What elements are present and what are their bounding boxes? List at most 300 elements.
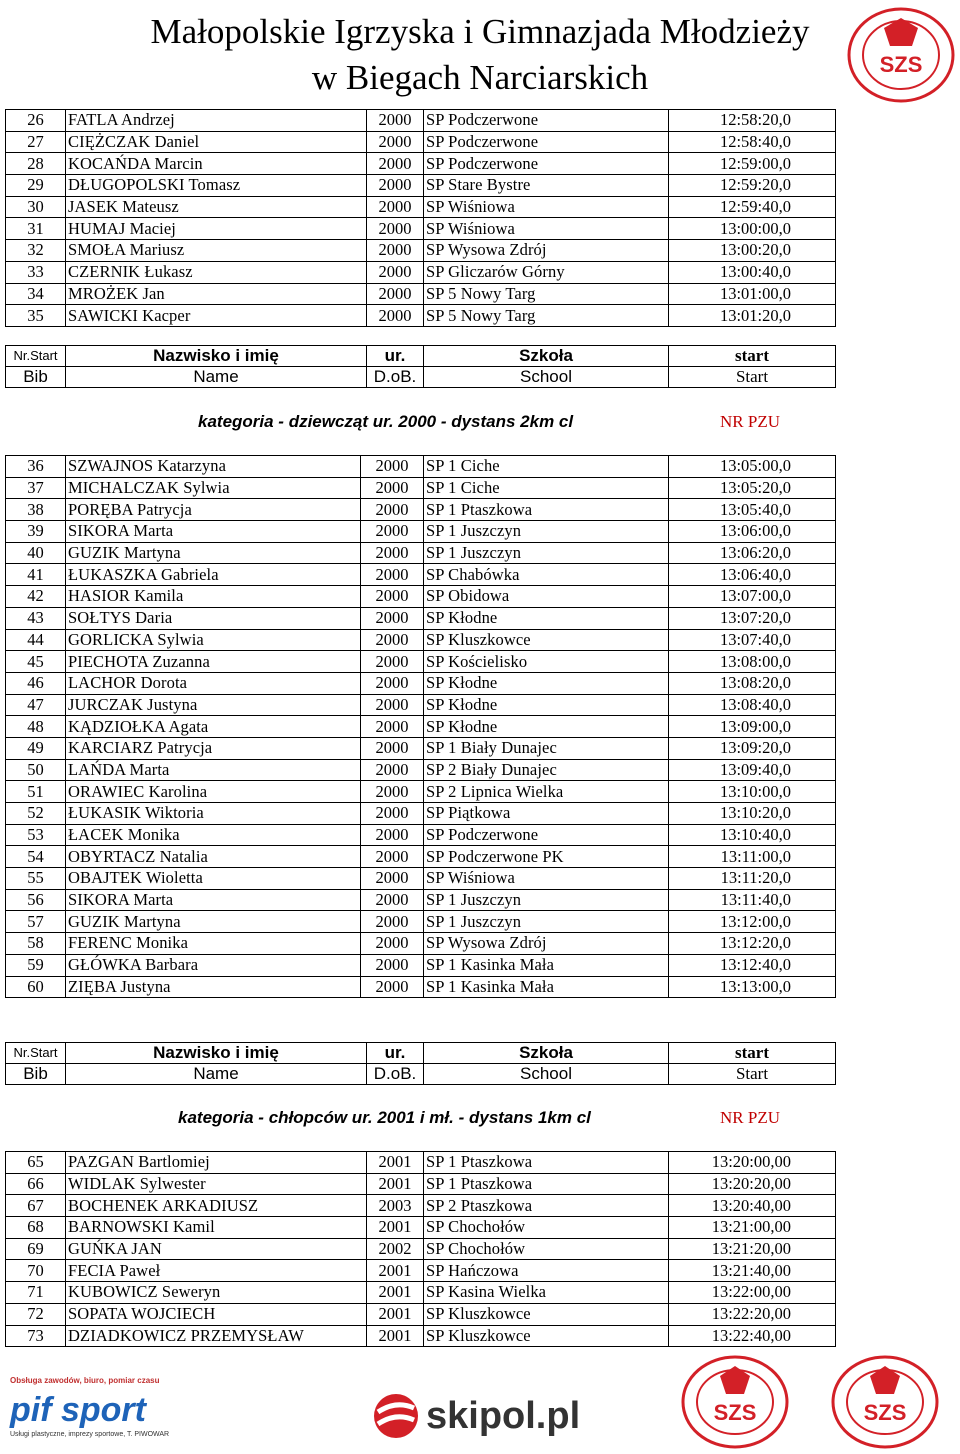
bib-cell: 45 xyxy=(6,651,66,673)
table-row xyxy=(6,868,836,890)
start-time-cell: 13:21:20,00 xyxy=(669,1238,836,1260)
szs-logo-top xyxy=(846,6,956,104)
table-row xyxy=(6,1152,836,1174)
start-time-cell: 13:06:00,0 xyxy=(669,521,836,543)
pif-sport-logo xyxy=(10,1376,220,1448)
col-name-en: Name xyxy=(66,367,367,388)
bib-cell: 54 xyxy=(6,846,66,868)
year-cell: 2000 xyxy=(361,499,424,521)
name-cell: ŁUKASIK Wiktoria xyxy=(66,803,361,825)
table-row xyxy=(6,607,836,629)
name-cell: MROŻEK Jan xyxy=(66,283,367,305)
pif-tagline-top: Obsługa zawodów, biuro, pomiar czasu xyxy=(10,1376,160,1385)
year-cell: 2000 xyxy=(361,629,424,651)
year-cell: 2000 xyxy=(367,283,424,305)
table-row xyxy=(6,564,836,586)
start-time-cell: 13:07:00,0 xyxy=(669,586,836,608)
col-start-en: Start xyxy=(669,1064,836,1085)
bib-cell: 43 xyxy=(6,607,66,629)
name-cell: HASIOR Kamila xyxy=(66,586,361,608)
year-cell: 2000 xyxy=(361,651,424,673)
table-row xyxy=(6,1260,836,1282)
table-row xyxy=(6,716,836,738)
name-cell: JURCZAK Justyna xyxy=(66,694,361,716)
table-row xyxy=(6,694,836,716)
name-cell: PORĘBA Patrycja xyxy=(66,499,361,521)
table-row xyxy=(6,889,836,911)
school-cell: SP Kluszkowce xyxy=(424,1303,669,1325)
col-year-pl: ur. xyxy=(367,346,424,367)
table-row xyxy=(6,781,836,803)
bib-cell: 41 xyxy=(6,564,66,586)
year-cell: 2000 xyxy=(361,976,424,998)
name-cell: GUZIK Martyna xyxy=(66,542,361,564)
year-cell: 2000 xyxy=(361,477,424,499)
bib-cell: 59 xyxy=(6,954,66,976)
year-cell: 2000 xyxy=(361,911,424,933)
table-row xyxy=(6,499,836,521)
category-boys-2001: kategoria - chłopców ur. 2001 i mł. - dystans 1km cl xyxy=(178,1108,591,1127)
start-time-cell: 13:05:00,0 xyxy=(669,456,836,478)
year-cell: 2000 xyxy=(361,456,424,478)
table-row xyxy=(6,1238,836,1260)
year-cell: 2000 xyxy=(367,153,424,175)
table-row xyxy=(6,737,836,759)
col-start-en: Start xyxy=(669,367,836,388)
nr-pzu-label-2: NR PZU xyxy=(720,1108,780,1127)
start-time-cell: 12:59:40,0 xyxy=(669,196,836,218)
szs-logo-bottom-2 xyxy=(830,1354,940,1450)
name-cell: FATLA Andrzej xyxy=(66,110,367,132)
bib-cell: 70 xyxy=(6,1260,66,1282)
school-cell: SP Kluszkowce xyxy=(424,1325,669,1347)
school-cell: SP Kościelisko xyxy=(424,651,669,673)
name-cell: LAŃDA Marta xyxy=(66,759,361,781)
year-cell: 2000 xyxy=(361,672,424,694)
year-cell: 2001 xyxy=(367,1260,424,1282)
table-row xyxy=(6,521,836,543)
start-time-cell: 13:10:40,0 xyxy=(669,824,836,846)
table-row xyxy=(6,240,836,262)
bib-cell: 48 xyxy=(6,716,66,738)
col-start-pl: start xyxy=(669,1043,836,1064)
bib-cell: 57 xyxy=(6,911,66,933)
start-time-cell: 13:11:40,0 xyxy=(669,889,836,911)
col-year-pl: ur. xyxy=(367,1043,424,1064)
page-title-line2: w Biegach Narciarskich xyxy=(311,58,649,97)
bib-cell: 50 xyxy=(6,759,66,781)
bib-cell: 65 xyxy=(6,1152,66,1174)
start-time-cell: 13:00:40,0 xyxy=(669,261,836,283)
name-cell: JASEK Mateusz xyxy=(66,196,367,218)
school-cell: SP 1 Juszczyn xyxy=(424,542,669,564)
bib-cell: 53 xyxy=(6,824,66,846)
table-row xyxy=(6,218,836,240)
start-time-cell: 13:20:40,00 xyxy=(669,1195,836,1217)
bib-cell: 27 xyxy=(6,131,66,153)
start-time-cell: 13:21:00,00 xyxy=(669,1217,836,1239)
svg-text:SZS: SZS xyxy=(713,1400,757,1425)
school-cell: SP Chochołów xyxy=(424,1217,669,1239)
table-row xyxy=(6,110,836,132)
svg-text:SZS: SZS xyxy=(879,52,923,77)
table-row xyxy=(6,542,836,564)
category-girls-2000: kategoria - dziewcząt ur. 2000 - dystans 2km cl xyxy=(198,412,574,431)
year-cell: 2000 xyxy=(361,542,424,564)
year-cell: 2000 xyxy=(361,716,424,738)
bib-cell: 55 xyxy=(6,868,66,890)
bib-cell: 38 xyxy=(6,499,66,521)
start-time-cell: 13:07:20,0 xyxy=(669,607,836,629)
school-cell: SP Kłodne xyxy=(424,716,669,738)
name-cell: DZIADKOWICZ PRZEMYSŁAW xyxy=(66,1325,367,1347)
bib-cell: 32 xyxy=(6,240,66,262)
start-time-cell: 13:11:20,0 xyxy=(669,868,836,890)
table-row xyxy=(6,175,836,197)
table-row xyxy=(6,651,836,673)
school-cell: SP 2 Biały Dunajec xyxy=(424,759,669,781)
bib-cell: 29 xyxy=(6,175,66,197)
bib-cell: 28 xyxy=(6,153,66,175)
school-cell: SP 1 Juszczyn xyxy=(424,911,669,933)
start-time-cell: 13:07:40,0 xyxy=(669,629,836,651)
year-cell: 2000 xyxy=(361,803,424,825)
school-cell: SP Obidowa xyxy=(424,586,669,608)
school-cell: SP 1 Ciche xyxy=(424,477,669,499)
year-cell: 2000 xyxy=(361,954,424,976)
start-time-cell: 13:08:40,0 xyxy=(669,694,836,716)
bib-cell: 31 xyxy=(6,218,66,240)
name-cell: FERENC Monika xyxy=(66,933,361,955)
bib-cell: 46 xyxy=(6,672,66,694)
col-dob: D.oB. xyxy=(367,1064,424,1085)
name-cell: BOCHENEK ARKADIUSZ xyxy=(66,1195,367,1217)
school-cell: SP Wiśniowa xyxy=(424,218,669,240)
school-cell: SP Podczerwone xyxy=(424,131,669,153)
col-school-pl: Szkoła xyxy=(424,1043,669,1064)
school-cell: SP Wiśniowa xyxy=(424,196,669,218)
school-cell: SP Kłodne xyxy=(424,694,669,716)
year-cell: 2000 xyxy=(361,824,424,846)
year-cell: 2000 xyxy=(367,305,424,327)
table-row xyxy=(6,261,836,283)
school-cell: SP 1 Kasinka Mała xyxy=(424,954,669,976)
bib-cell: 66 xyxy=(6,1173,66,1195)
name-cell: KOCAŃDA Marcin xyxy=(66,153,367,175)
table-row xyxy=(6,1217,836,1239)
name-cell: CZERNIK Łukasz xyxy=(66,261,367,283)
table-row xyxy=(6,846,836,868)
year-cell: 2002 xyxy=(367,1238,424,1260)
school-cell: SP 1 Juszczyn xyxy=(424,521,669,543)
year-cell: 2000 xyxy=(361,868,424,890)
school-cell: SP 1 Kasinka Mała xyxy=(424,976,669,998)
bib-cell: 34 xyxy=(6,283,66,305)
col-name-en: Name xyxy=(66,1064,367,1085)
school-cell: SP Wysowa Zdrój xyxy=(424,240,669,262)
school-cell: SP 2 Lipnica Wielka xyxy=(424,781,669,803)
start-time-cell: 13:06:40,0 xyxy=(669,564,836,586)
nr-pzu-label-1: NR PZU xyxy=(720,412,780,431)
results-table-boys-2001 xyxy=(5,1151,836,1347)
bib-cell: 44 xyxy=(6,629,66,651)
table-row xyxy=(6,629,836,651)
school-cell: SP Gliczarów Górny xyxy=(424,261,669,283)
col-nr-start: Nr.Start xyxy=(6,346,66,367)
school-cell: SP Kasina Wielka xyxy=(424,1282,669,1304)
school-cell: SP 5 Nowy Targ xyxy=(424,283,669,305)
name-cell: SAWICKI Kacper xyxy=(66,305,367,327)
name-cell: FECIA Paweł xyxy=(66,1260,367,1282)
year-cell: 2000 xyxy=(367,261,424,283)
name-cell: KUBOWICZ Seweryn xyxy=(66,1282,367,1304)
pif-sport-text: pif sport xyxy=(10,1391,146,1429)
name-cell: GŁÓWKA Barbara xyxy=(66,954,361,976)
name-cell: LACHOR Dorota xyxy=(66,672,361,694)
school-cell: SP Kluszkowce xyxy=(424,629,669,651)
year-cell: 2000 xyxy=(367,110,424,132)
results-table-boys-2000 xyxy=(5,109,836,327)
school-cell: SP Chochołów xyxy=(424,1238,669,1260)
bib-cell: 35 xyxy=(6,305,66,327)
start-time-cell: 13:22:00,00 xyxy=(669,1282,836,1304)
table-row xyxy=(6,477,836,499)
bib-cell: 37 xyxy=(6,477,66,499)
start-time-cell: 13:13:00,0 xyxy=(669,976,836,998)
school-cell: SP 1 Ptaszkowa xyxy=(424,1152,669,1174)
start-time-cell: 13:20:20,00 xyxy=(669,1173,836,1195)
table-row xyxy=(6,672,836,694)
table-header-2 xyxy=(5,1042,836,1085)
name-cell: GUŃKA JAN xyxy=(66,1238,367,1260)
table-row xyxy=(6,456,836,478)
table-row xyxy=(6,954,836,976)
start-time-cell: 13:01:00,0 xyxy=(669,283,836,305)
name-cell: SIKORA Marta xyxy=(66,889,361,911)
school-cell: SP 1 Ptaszkowa xyxy=(424,1173,669,1195)
bib-cell: 39 xyxy=(6,521,66,543)
name-cell: WIDLAK Sylwester xyxy=(66,1173,367,1195)
start-time-cell: 13:11:00,0 xyxy=(669,846,836,868)
table-row xyxy=(6,1282,836,1304)
school-cell: SP Podczerwone xyxy=(424,153,669,175)
start-time-cell: 13:21:40,00 xyxy=(669,1260,836,1282)
bib-cell: 36 xyxy=(6,456,66,478)
col-dob: D.oB. xyxy=(367,367,424,388)
name-cell: SZWAJNOS Katarzyna xyxy=(66,456,361,478)
school-cell: SP Stare Bystre xyxy=(424,175,669,197)
school-cell: SP Wiśniowa xyxy=(424,868,669,890)
bib-cell: 51 xyxy=(6,781,66,803)
start-time-cell: 13:20:00,00 xyxy=(669,1152,836,1174)
name-cell: GUZIK Martyna xyxy=(66,911,361,933)
table-row xyxy=(6,586,836,608)
name-cell: GORLICKA Sylwia xyxy=(66,629,361,651)
bib-cell: 68 xyxy=(6,1217,66,1239)
name-cell: SOŁTYS Daria xyxy=(66,607,361,629)
table-row xyxy=(6,803,836,825)
bib-cell: 58 xyxy=(6,933,66,955)
name-cell: ZIĘBA Justyna xyxy=(66,976,361,998)
name-cell: BARNOWSKI Kamil xyxy=(66,1217,367,1239)
bib-cell: 72 xyxy=(6,1303,66,1325)
skipol-logo xyxy=(372,1392,592,1444)
year-cell: 2001 xyxy=(367,1173,424,1195)
year-cell: 2000 xyxy=(367,131,424,153)
school-cell: SP Piątkowa xyxy=(424,803,669,825)
school-cell: SP Kłodne xyxy=(424,672,669,694)
bib-cell: 33 xyxy=(6,261,66,283)
year-cell: 2000 xyxy=(361,846,424,868)
start-time-cell: 13:00:20,0 xyxy=(669,240,836,262)
col-school-pl: Szkoła xyxy=(424,346,669,367)
year-cell: 2000 xyxy=(361,564,424,586)
start-time-cell: 13:06:20,0 xyxy=(669,542,836,564)
table-row xyxy=(6,283,836,305)
start-time-cell: 13:10:20,0 xyxy=(669,803,836,825)
school-cell: SP 1 Ciche xyxy=(424,456,669,478)
bib-cell: 26 xyxy=(6,110,66,132)
start-time-cell: 13:09:00,0 xyxy=(669,716,836,738)
table-row xyxy=(6,1325,836,1347)
table-row xyxy=(6,1303,836,1325)
bib-cell: 30 xyxy=(6,196,66,218)
school-cell: SP Hańczowa xyxy=(424,1260,669,1282)
bib-cell: 73 xyxy=(6,1325,66,1347)
name-cell: HUMAJ Maciej xyxy=(66,218,367,240)
table-row xyxy=(6,153,836,175)
name-cell: KĄDZIOŁKA Agata xyxy=(66,716,361,738)
table-row xyxy=(6,759,836,781)
name-cell: OBAJTEK Wioletta xyxy=(66,868,361,890)
name-cell: SMOŁA Mariusz xyxy=(66,240,367,262)
name-cell: ŁACEK Monika xyxy=(66,824,361,846)
year-cell: 2000 xyxy=(361,586,424,608)
year-cell: 2001 xyxy=(367,1303,424,1325)
start-time-cell: 13:01:20,0 xyxy=(669,305,836,327)
bib-cell: 67 xyxy=(6,1195,66,1217)
start-time-cell: 13:09:20,0 xyxy=(669,737,836,759)
school-cell: SP 1 Biały Dunajec xyxy=(424,737,669,759)
name-cell: OBYRTACZ Natalia xyxy=(66,846,361,868)
table-row xyxy=(6,1195,836,1217)
col-start-pl: start xyxy=(669,346,836,367)
name-cell: CIĘŻCZAK Daniel xyxy=(66,131,367,153)
start-time-cell: 13:22:40,00 xyxy=(669,1325,836,1347)
table-row xyxy=(6,196,836,218)
year-cell: 2000 xyxy=(361,521,424,543)
name-cell: KARCIARZ Patrycja xyxy=(66,737,361,759)
bib-cell: 69 xyxy=(6,1238,66,1260)
school-cell: SP 1 Juszczyn xyxy=(424,889,669,911)
school-cell: SP 5 Nowy Targ xyxy=(424,305,669,327)
school-cell: SP Podczerwone PK xyxy=(424,846,669,868)
year-cell: 2001 xyxy=(367,1282,424,1304)
year-cell: 2003 xyxy=(367,1195,424,1217)
school-cell: SP Chabówka xyxy=(424,564,669,586)
year-cell: 2001 xyxy=(367,1325,424,1347)
col-bib: Bib xyxy=(6,367,66,388)
name-cell: SOPATA WOJCIECH xyxy=(66,1303,367,1325)
bib-cell: 71 xyxy=(6,1282,66,1304)
table-row xyxy=(6,824,836,846)
col-name-pl: Nazwisko i imię xyxy=(66,1043,367,1064)
table-row xyxy=(6,131,836,153)
start-time-cell: 12:59:20,0 xyxy=(669,175,836,197)
year-cell: 2000 xyxy=(367,240,424,262)
name-cell: ŁUKASZKA Gabriela xyxy=(66,564,361,586)
year-cell: 2000 xyxy=(361,759,424,781)
start-time-cell: 13:10:00,0 xyxy=(669,781,836,803)
name-cell: PIECHOTA Zuzanna xyxy=(66,651,361,673)
col-nr-start: Nr.Start xyxy=(6,1043,66,1064)
name-cell: DŁUGOPOLSKI Tomasz xyxy=(66,175,367,197)
bib-cell: 49 xyxy=(6,737,66,759)
year-cell: 2000 xyxy=(361,737,424,759)
szs-logo-bottom-1 xyxy=(680,1354,790,1450)
name-cell: PAZGAN Bartlomiej xyxy=(66,1152,367,1174)
pif-tagline-bottom: Usługi plastyczne, imprezy sportowe, T. PIWOWAR xyxy=(10,1431,170,1438)
start-time-cell: 13:09:40,0 xyxy=(669,759,836,781)
table-row xyxy=(6,1173,836,1195)
start-time-cell: 12:59:00,0 xyxy=(669,153,836,175)
table-row xyxy=(6,976,836,998)
school-cell: SP Wysowa Zdrój xyxy=(424,933,669,955)
page-title-line1: Małopolskie Igrzyska i Gimnazjada Młodzieży xyxy=(150,12,810,51)
table-row xyxy=(6,305,836,327)
year-cell: 2000 xyxy=(361,694,424,716)
results-table-girls-2000 xyxy=(5,455,836,998)
start-time-cell: 13:12:00,0 xyxy=(669,911,836,933)
start-time-cell: 13:22:20,00 xyxy=(669,1303,836,1325)
start-time-cell: 13:08:00,0 xyxy=(669,651,836,673)
name-cell: ORAWIEC Karolina xyxy=(66,781,361,803)
col-bib: Bib xyxy=(6,1064,66,1085)
start-time-cell: 13:05:40,0 xyxy=(669,499,836,521)
school-cell: SP 1 Ptaszkowa xyxy=(424,499,669,521)
year-cell: 2000 xyxy=(361,607,424,629)
school-cell: SP Podczerwone xyxy=(424,110,669,132)
year-cell: 2000 xyxy=(361,933,424,955)
table-row xyxy=(6,933,836,955)
svg-text:SZS: SZS xyxy=(863,1400,907,1425)
bib-cell: 52 xyxy=(6,803,66,825)
col-school-en: School xyxy=(424,367,669,388)
bib-cell: 42 xyxy=(6,586,66,608)
start-time-cell: 12:58:20,0 xyxy=(669,110,836,132)
year-cell: 2001 xyxy=(367,1152,424,1174)
start-time-cell: 13:00:00,0 xyxy=(669,218,836,240)
bib-cell: 40 xyxy=(6,542,66,564)
start-time-cell: 13:05:20,0 xyxy=(669,477,836,499)
skipol-ball-icon xyxy=(372,1392,420,1440)
year-cell: 2000 xyxy=(367,175,424,197)
skipol-text: skipol.pl xyxy=(426,1395,581,1437)
year-cell: 2000 xyxy=(361,889,424,911)
name-cell: SIKORA Marta xyxy=(66,521,361,543)
start-time-cell: 13:08:20,0 xyxy=(669,672,836,694)
col-name-pl: Nazwisko i imię xyxy=(66,346,367,367)
year-cell: 2000 xyxy=(367,218,424,240)
bib-cell: 56 xyxy=(6,889,66,911)
bib-cell: 60 xyxy=(6,976,66,998)
start-time-cell: 13:12:20,0 xyxy=(669,933,836,955)
col-school-en: School xyxy=(424,1064,669,1085)
bib-cell: 47 xyxy=(6,694,66,716)
year-cell: 2000 xyxy=(367,196,424,218)
school-cell: SP 2 Ptaszkowa xyxy=(424,1195,669,1217)
school-cell: SP Podczerwone xyxy=(424,824,669,846)
